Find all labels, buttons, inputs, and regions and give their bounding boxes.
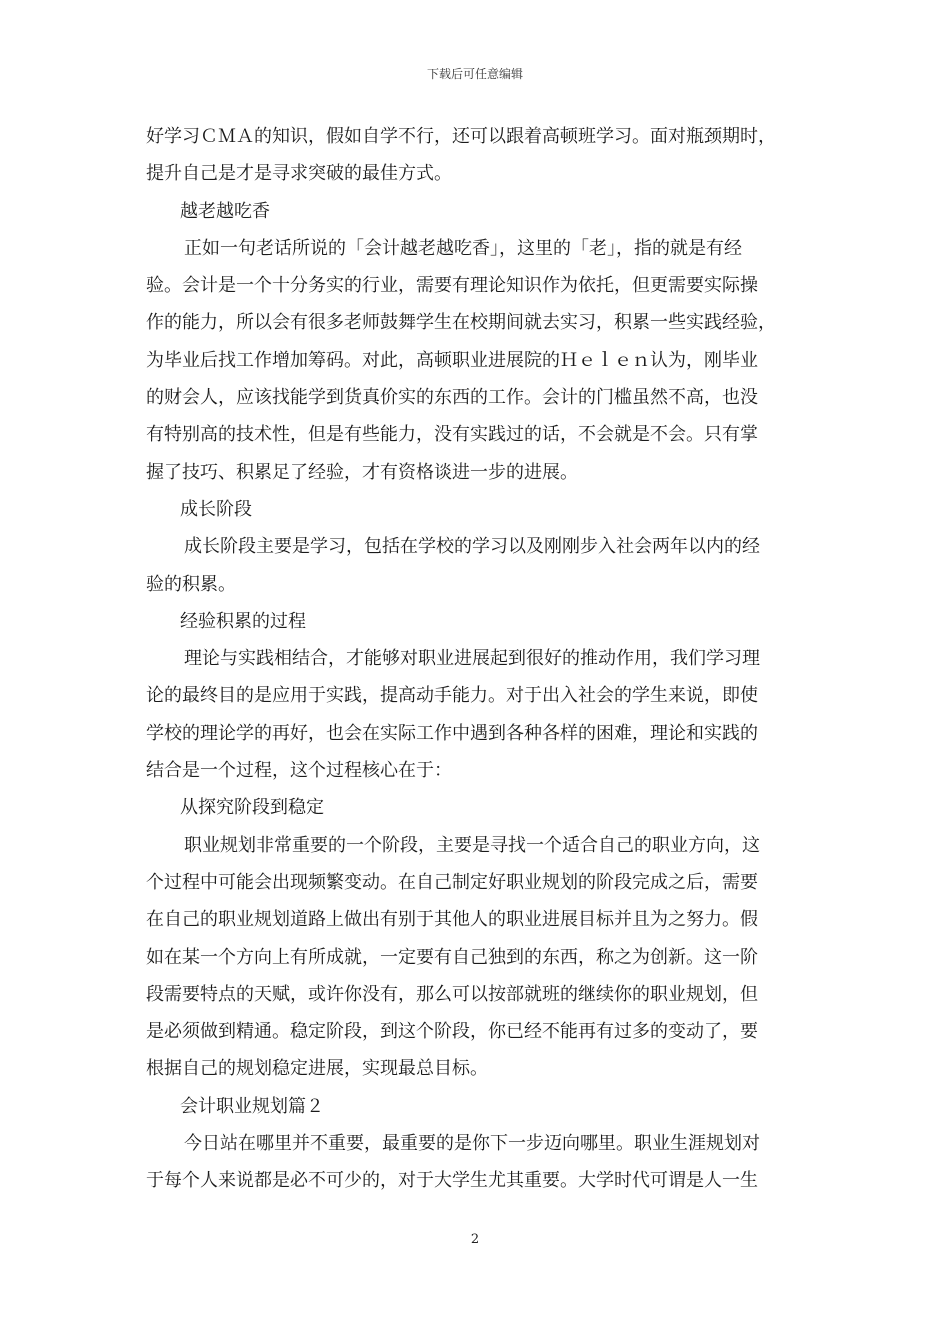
text-line: 根据自己的规划稳定进展，实现最总目标。	[146, 1058, 488, 1080]
section-heading: 会计职业规划篇２	[180, 1095, 324, 1117]
text-line: 在自己的职业规划道路上做出有别于其他人的职业进展目标并且为之努力。假	[146, 909, 758, 931]
text-line: 验的积累。	[146, 573, 236, 595]
text-line: 如在某一个方向上有所成就，一定要有自己独到的东西，称之为创新。这一阶	[146, 946, 758, 968]
page-header: 下载后可任意编辑	[426, 67, 523, 81]
section-heading: 从探究阶段到稳定	[180, 797, 324, 819]
text-line: 于每个人来说都是必不可少的，对于大学生尤其重要。大学时代可谓是人一生	[146, 1170, 758, 1192]
section-heading: 越老越吃香	[180, 200, 270, 222]
page-number: 2	[470, 1232, 480, 1247]
text-line: 正如一句老话所说的「会计越老越吃香」，这里的「老」，指的就是有经	[184, 237, 742, 259]
section-heading: 成长阶段	[180, 498, 252, 520]
text-line: 今日站在哪里并不重要，最重要的是你下一步迈向哪里。职业生涯规划对	[184, 1133, 760, 1155]
text-line: 职业规划非常重要的一个阶段，主要是寻找一个适合自己的职业方向，这	[184, 834, 760, 856]
section-heading: 经验积累的过程	[180, 610, 306, 632]
text-line: 作的能力，所以会有很多老师鼓舞学生在校期间就去实习，积累一些实践经验，	[146, 312, 776, 334]
text-line: 有特别高的技术性，但是有些能力，没有实践过的话，不会就是不会。只有掌	[146, 424, 758, 446]
text-line: 提升自己是才是寻求突破的最佳方式。	[146, 163, 452, 185]
text-line: 验。会计是一个十分务实的行业，需要有理论知识作为依托，但更需要实际操	[146, 275, 758, 297]
text-line: 理论与实践相结合，才能够对职业进展起到很好的推动作用，我们学习理	[184, 648, 760, 670]
text-line: 好学习ＣＭＡ的知识，假如自学不行，还可以跟着高顿班学习。面对瓶颈期时，	[146, 126, 776, 147]
text-line: 结合是一个过程，这个过程核心在于：	[146, 760, 452, 782]
text-line: 是必须做到精通。稳定阶段，到这个阶段，你已经不能再有过多的变动了，要	[146, 1021, 758, 1043]
text-line: 个过程中可能会出现频繁变动。在自己制定好职业规划的阶段完成之后，需要	[146, 871, 758, 893]
text-line: 的财会人，应该找能学到货真价实的东西的工作。会计的门槛虽然不高，也没	[146, 387, 758, 409]
text-line: 段需要特点的天赋，或许你没有，那么可以按部就班的继续你的职业规划，但	[146, 983, 758, 1005]
document-body	[146, 118, 814, 1200]
text-line: 握了技巧、积累足了经验，才有资格谈进一步的进展。	[146, 461, 578, 483]
text-line: 为毕业后找工作增加筹码。对此，高顿职业进展院的Ｈｅｌｅｎ认为，刚毕业	[146, 349, 758, 371]
text-line: 成长阶段主要是学习，包括在学校的学习以及刚刚步入社会两年以内的经	[184, 536, 760, 558]
text-line: 论的最终目的是应用于实践，提高动手能力。对于出入社会的学生来说，即使	[146, 685, 758, 707]
text-line: 学校的理论学的再好，也会在实际工作中遇到各种各样的困难，理论和实践的	[146, 722, 758, 744]
